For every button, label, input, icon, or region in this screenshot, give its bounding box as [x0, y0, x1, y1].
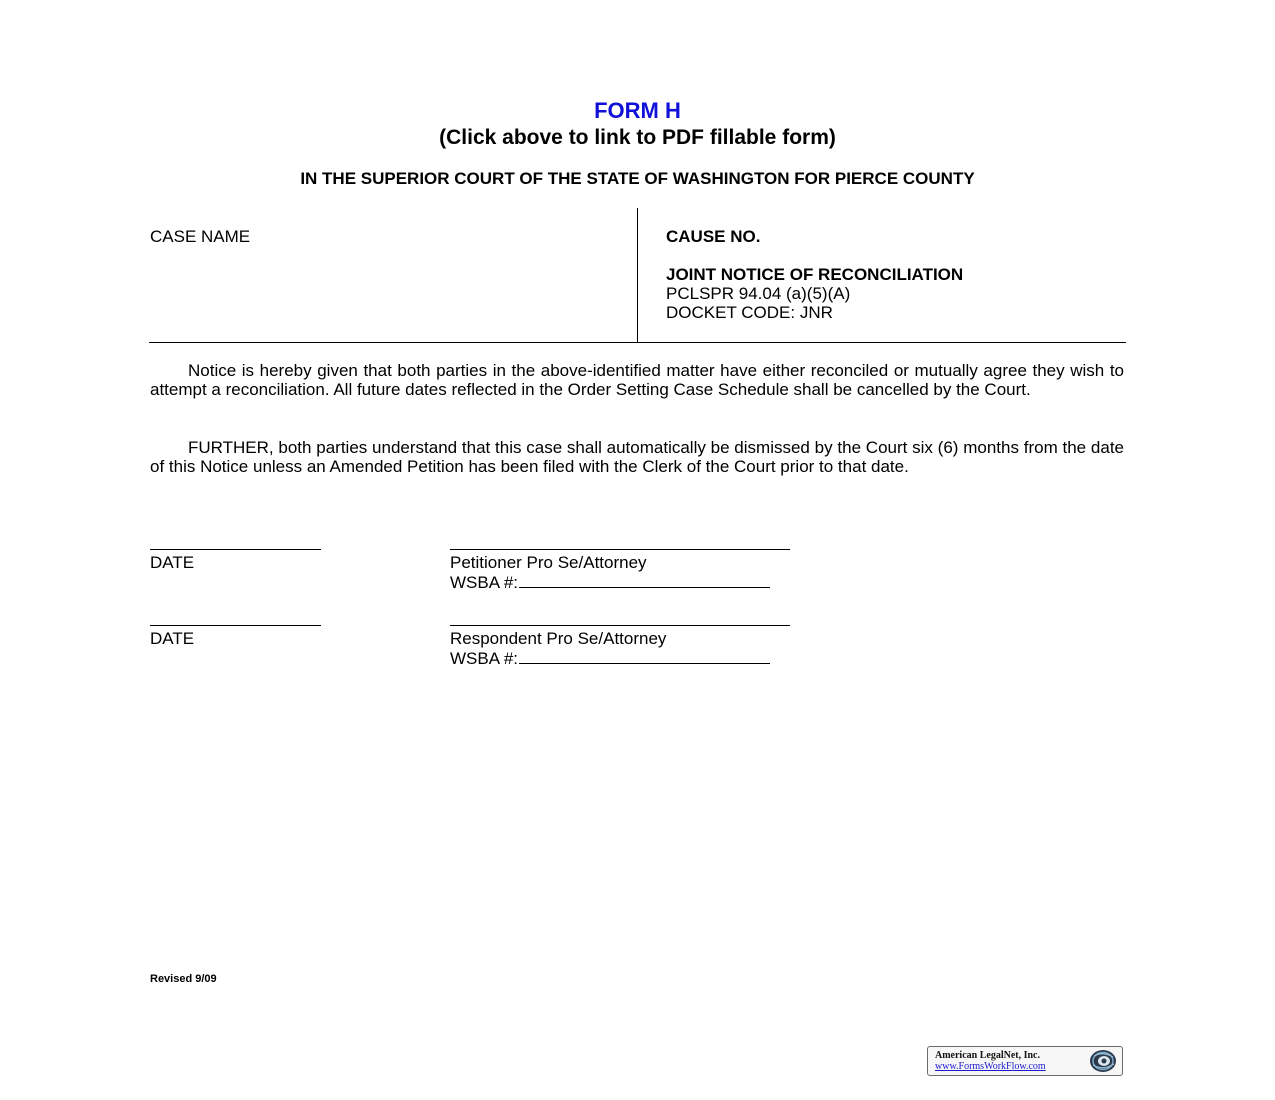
wsba-label: WSBA #: [450, 649, 519, 668]
cause-number-label: CAUSE NO. [666, 227, 761, 246]
form-pdf-link[interactable]: FORM H [594, 98, 681, 123]
caption-bottom-rule [149, 342, 1126, 343]
respondent-signature-label: Respondent Pro Se/Attorney [450, 629, 667, 648]
court-heading: IN THE SUPERIOR COURT OF THE STATE OF WASHINGTON FOR PIERCE COUNTY [300, 169, 975, 188]
respondent-date-line [150, 625, 321, 627]
case-name-label: CASE NAME [150, 227, 251, 246]
petitioner-date-label: DATE [150, 553, 195, 572]
wsba-number-line [519, 648, 770, 664]
badge-website-link[interactable]: www.FormsWorkFlow.com [935, 1061, 1046, 1072]
respondent-wsba-field [450, 648, 770, 668]
badge-company-name: American LegalNet, Inc. [935, 1050, 1040, 1061]
globe-logo-icon [1085, 1048, 1119, 1074]
petitioner-wsba-field [450, 572, 770, 592]
dismissal-paragraph: FURTHER, both parties understand that this case shall automatically be dismissed by the Court six (6) months from the date of this Notice unless an Amended Petition has been filed with the Clerk of the Court prior to that date. [150, 438, 1124, 477]
wsba-number-line [519, 572, 770, 588]
petitioner-date-line [150, 549, 321, 551]
respondent-signature-line [450, 625, 790, 627]
document-title: JOINT NOTICE OF RECONCILIATION [666, 265, 964, 284]
petitioner-signature-label: Petitioner Pro Se/Attorney [450, 553, 647, 572]
revision-note: Revised 9/09 [150, 973, 217, 985]
notice-paragraph: Notice is hereby given that both parties in the above-identified matter have either reconciled or mutually agree they wish to attempt a reconciliation. All future dates reflected in the Order Setting Case Schedule shall be cancelled by the Court. [150, 361, 1124, 400]
rule-citation: PCLSPR 94.04 (a)(5)(A) [666, 284, 851, 303]
form-link-instruction: (Click above to link to PDF fillable form) [439, 126, 836, 149]
petitioner-signature-line [450, 549, 790, 551]
american-legalnet-badge[interactable] [927, 1046, 1123, 1076]
docket-code: DOCKET CODE: JNR [666, 303, 833, 322]
respondent-date-label: DATE [150, 629, 195, 648]
wsba-label: WSBA #: [450, 573, 519, 592]
caption-divider [637, 208, 638, 342]
